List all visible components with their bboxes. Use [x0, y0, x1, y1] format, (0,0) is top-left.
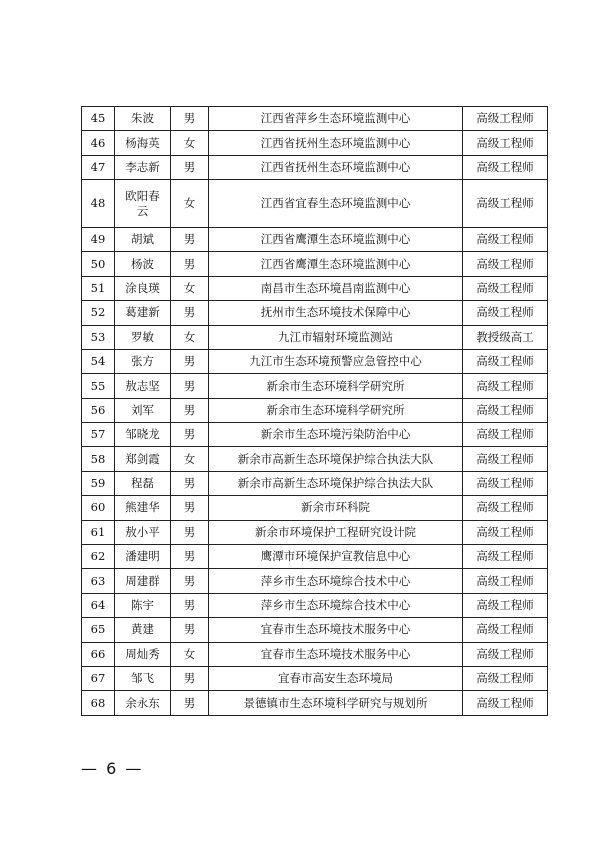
work-unit: 萍乡市生态环境综合技术中心: [209, 569, 463, 593]
person-name-text: 刘军: [131, 402, 154, 417]
professional-title: 高级工程师: [463, 374, 548, 398]
professional-title: 高级工程师: [463, 155, 548, 179]
row-number: 62: [82, 545, 115, 569]
person-name: [115, 349, 171, 373]
person-name: [115, 155, 171, 179]
person-name: [115, 471, 171, 495]
table-row: [82, 496, 548, 520]
table-row: [82, 447, 548, 471]
person-name: [115, 569, 171, 593]
person-gender: 男: [171, 107, 209, 131]
person-gender: 男: [171, 423, 209, 447]
table-row: [82, 252, 548, 276]
row-number: 52: [82, 301, 115, 325]
person-gender: 男: [171, 349, 209, 373]
row-number: 50: [82, 252, 115, 276]
person-gender: 男: [171, 227, 209, 251]
person-gender: 男: [171, 252, 209, 276]
professional-title: 高级工程师: [463, 301, 548, 325]
professional-title: 高级工程师: [463, 131, 548, 155]
person-gender: 男: [171, 471, 209, 495]
person-name-text: 杨波: [131, 256, 154, 271]
work-unit: 九江市生态环境预警应急管控中心: [209, 349, 463, 373]
table-row: [82, 520, 548, 544]
person-gender: 男: [171, 618, 209, 642]
row-number: 56: [82, 398, 115, 422]
row-number: 46: [82, 131, 115, 155]
table-row: [82, 325, 548, 349]
person-name: [115, 520, 171, 544]
table-row: [82, 276, 548, 300]
table-row: [82, 691, 548, 715]
work-unit: 新余市高新生态环境保护综合执法大队: [209, 471, 463, 495]
work-unit: 新余市生态环境科学研究所: [209, 398, 463, 422]
work-unit: 九江市辐射环境监测站: [209, 325, 463, 349]
person-gender: 女: [171, 642, 209, 666]
professional-title: 高级工程师: [463, 496, 548, 520]
person-gender: 男: [171, 155, 209, 179]
person-gender: 男: [171, 593, 209, 617]
person-name-text: 邹晓龙: [125, 427, 160, 442]
work-unit: 新余市环科院: [209, 496, 463, 520]
row-number: 51: [82, 276, 115, 300]
person-gender: 女: [171, 447, 209, 471]
table-row: [82, 107, 548, 131]
row-number: 54: [82, 349, 115, 373]
person-name: [115, 447, 171, 471]
person-name-text: 熊建华: [125, 500, 160, 515]
row-number: 55: [82, 374, 115, 398]
person-name-text: 张方: [131, 354, 154, 369]
person-name: [115, 618, 171, 642]
person-name: [115, 593, 171, 617]
row-number: 60: [82, 496, 115, 520]
table-row: [82, 618, 548, 642]
row-number: 59: [82, 471, 115, 495]
professional-title: 高级工程师: [463, 667, 548, 691]
work-unit: 江西省抚州生态环境监测中心: [209, 131, 463, 155]
work-unit: 江西省鹰潭生态环境监测中心: [209, 227, 463, 251]
person-name: [115, 545, 171, 569]
professional-title: 高级工程师: [463, 227, 548, 251]
work-unit: 新余市生态环境科学研究所: [209, 374, 463, 398]
row-number: 61: [82, 520, 115, 544]
professional-title: 高级工程师: [463, 447, 548, 471]
work-unit: 新余市生态环境污染防治中心: [209, 423, 463, 447]
person-name: [115, 227, 171, 251]
table-row: [82, 301, 548, 325]
row-number: 66: [82, 642, 115, 666]
row-number: 58: [82, 447, 115, 471]
work-unit: 新余市高新生态环境保护综合执法大队: [209, 447, 463, 471]
work-unit: 宜春市生态环境技术服务中心: [209, 642, 463, 666]
person-name-text: 周灿秀: [125, 646, 160, 661]
table-row: [82, 471, 548, 495]
professional-title: 教授级高工: [463, 325, 548, 349]
person-name: [115, 642, 171, 666]
work-unit: 景德镇市生态环境科学研究与规划所: [209, 691, 463, 715]
table-row: [82, 423, 548, 447]
row-number: 45: [82, 107, 115, 131]
professional-title: 高级工程师: [463, 569, 548, 593]
work-unit: 抚州市生态环境技术保障中心: [209, 301, 463, 325]
person-gender: 男: [171, 374, 209, 398]
person-name-text: 葛建新: [125, 305, 160, 320]
table-row: [82, 569, 548, 593]
row-number: 48: [82, 180, 115, 228]
person-gender: 男: [171, 301, 209, 325]
professional-title: 高级工程师: [463, 398, 548, 422]
work-unit: 南昌市生态环境昌南监测中心: [209, 276, 463, 300]
professional-title: 高级工程师: [463, 545, 548, 569]
person-gender: 男: [171, 398, 209, 422]
work-unit: 新余市环境保护工程研究设计院: [209, 520, 463, 544]
professional-title: 高级工程师: [463, 349, 548, 373]
person-gender: 女: [171, 276, 209, 300]
person-name: [115, 325, 171, 349]
professional-title: 高级工程师: [463, 423, 548, 447]
person-name: [115, 276, 171, 300]
person-gender: 男: [171, 569, 209, 593]
table-row: [82, 642, 548, 666]
row-number: 68: [82, 691, 115, 715]
table-row: [82, 227, 548, 251]
person-name-text: 涂良瑛: [125, 280, 160, 295]
person-name-text: 朱波: [131, 111, 154, 126]
person-name: [115, 107, 171, 131]
work-unit: 江西省鹰潭生态环境监测中心: [209, 252, 463, 276]
personnel-table-body: [82, 107, 548, 716]
person-name: [115, 398, 171, 422]
person-name-text: 敖小平: [125, 524, 160, 539]
person-gender: 男: [171, 520, 209, 544]
professional-title: 高级工程师: [463, 691, 548, 715]
table-row: [82, 545, 548, 569]
work-unit: 江西省萍乡生态环境监测中心: [209, 107, 463, 131]
person-name: [115, 252, 171, 276]
person-name-text: 郑剑霞: [125, 451, 160, 466]
professional-title: 高级工程师: [463, 618, 548, 642]
person-name-text: 陈宇: [131, 598, 154, 613]
page-number: — 6 —: [81, 759, 144, 778]
person-name: [115, 691, 171, 715]
person-gender: 男: [171, 496, 209, 520]
person-name-text: 潘建明: [125, 549, 160, 564]
person-gender: 女: [171, 180, 209, 228]
row-number: 67: [82, 667, 115, 691]
work-unit: 宜春市生态环境技术服务中心: [209, 618, 463, 642]
professional-title: 高级工程师: [463, 180, 548, 228]
person-name: [115, 180, 171, 228]
professional-title: 高级工程师: [463, 471, 548, 495]
person-name: [115, 374, 171, 398]
person-name-text: 胡斌: [131, 232, 154, 247]
row-number: 63: [82, 569, 115, 593]
professional-title: 高级工程师: [463, 642, 548, 666]
table-row: [82, 374, 548, 398]
table-row: [82, 349, 548, 373]
table-row: [82, 180, 548, 228]
professional-title: 高级工程师: [463, 252, 548, 276]
professional-title: 高级工程师: [463, 593, 548, 617]
person-name-text: 余永东: [125, 695, 160, 710]
work-unit: 江西省抚州生态环境监测中心: [209, 155, 463, 179]
person-name-text: 邹飞: [131, 671, 154, 686]
table-row: [82, 593, 548, 617]
row-number: 64: [82, 593, 115, 617]
row-number: 47: [82, 155, 115, 179]
row-number: 53: [82, 325, 115, 349]
professional-title: 高级工程师: [463, 276, 548, 300]
row-number: 49: [82, 227, 115, 251]
person-name: [115, 131, 171, 155]
personnel-table: [81, 106, 548, 716]
person-gender: 女: [171, 325, 209, 349]
person-name-text: 黄建: [131, 622, 154, 637]
person-name-text: 敖志坚: [125, 378, 160, 393]
person-gender: 男: [171, 545, 209, 569]
person-gender: 男: [171, 667, 209, 691]
person-name-text: 欧阳春云: [125, 188, 160, 218]
person-name: [115, 496, 171, 520]
work-unit: 宜春市高安生态环境局: [209, 667, 463, 691]
person-gender: 女: [171, 131, 209, 155]
table-row: [82, 667, 548, 691]
person-name-text: 杨海英: [125, 135, 160, 150]
person-name-text: 周建群: [125, 573, 160, 588]
table-row: [82, 131, 548, 155]
person-gender: 男: [171, 691, 209, 715]
table-row: [82, 155, 548, 179]
person-name: [115, 423, 171, 447]
professional-title: 高级工程师: [463, 107, 548, 131]
table-row: [82, 398, 548, 422]
person-name-text: 罗敏: [131, 329, 154, 344]
professional-title: 高级工程师: [463, 520, 548, 544]
person-name-text: 程磊: [131, 476, 154, 491]
row-number: 57: [82, 423, 115, 447]
person-name: [115, 301, 171, 325]
work-unit: 鹰潭市环境保护宣教信息中心: [209, 545, 463, 569]
row-number: 65: [82, 618, 115, 642]
work-unit: 萍乡市生态环境综合技术中心: [209, 593, 463, 617]
work-unit: 江西省宜春生态环境监测中心: [209, 180, 463, 228]
person-name-text: 李志新: [125, 159, 160, 174]
person-name: [115, 667, 171, 691]
